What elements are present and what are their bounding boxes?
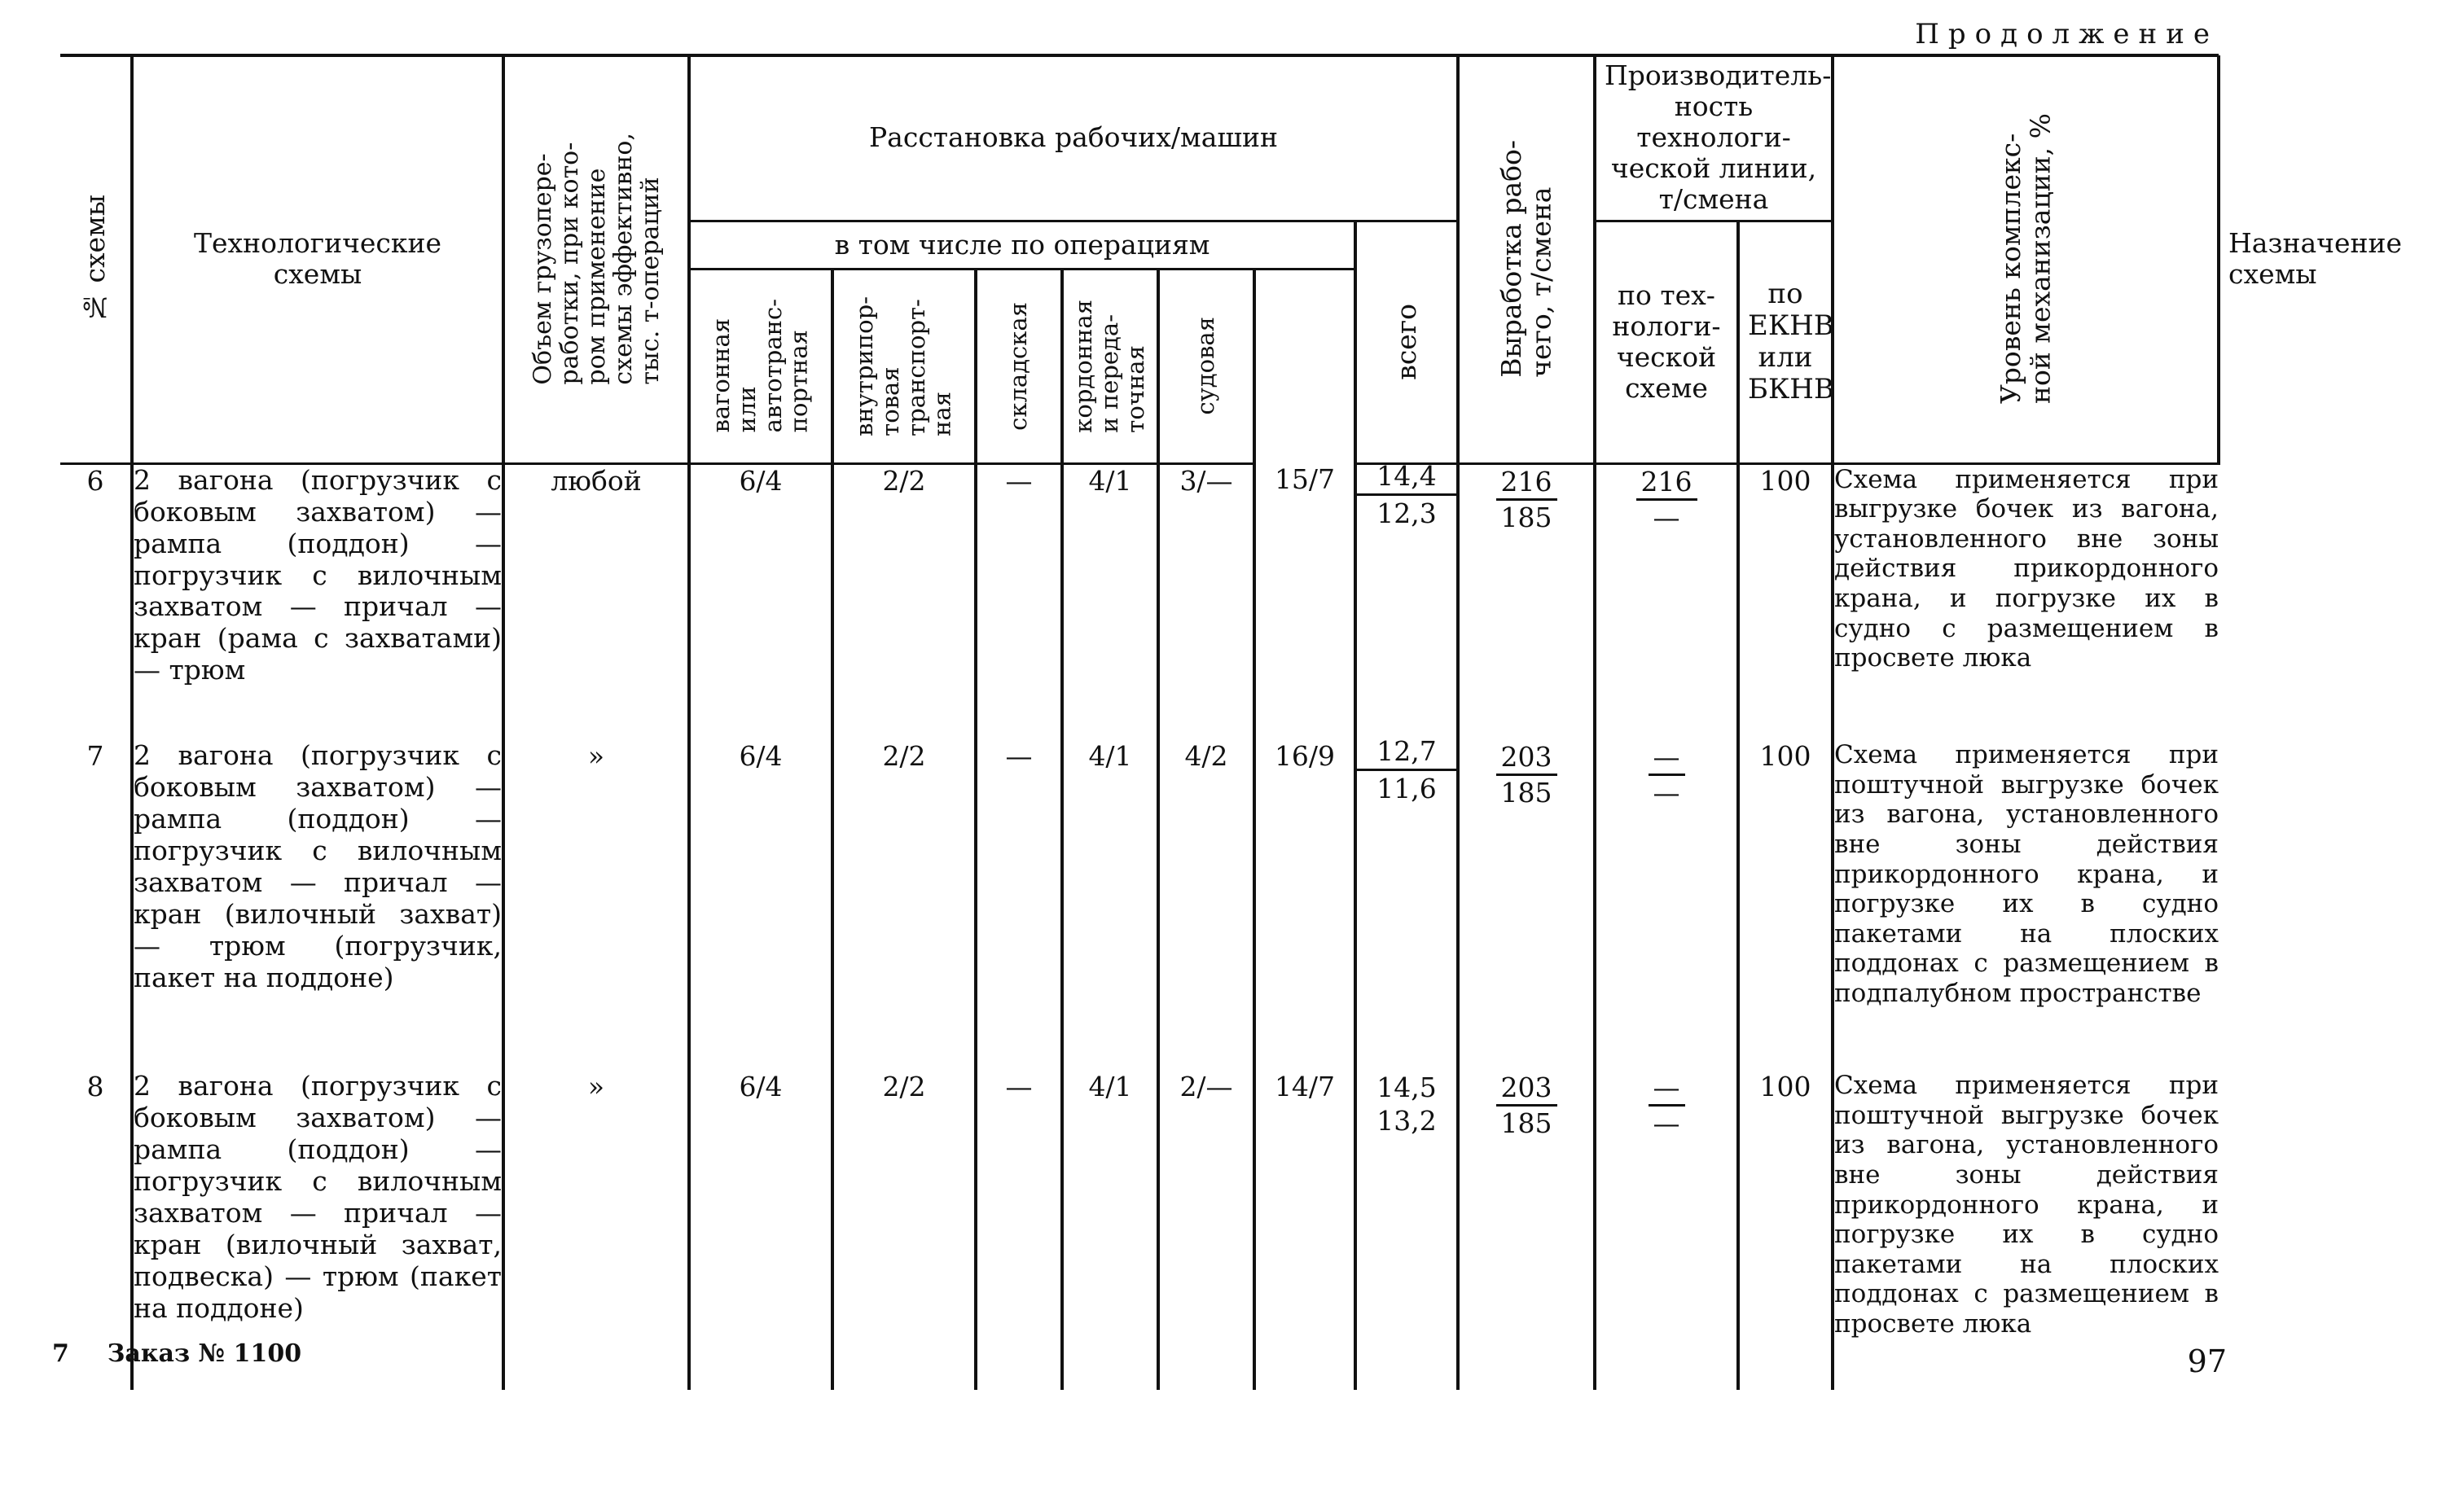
row-prod-eknv xyxy=(1595,463,1738,740)
output-top: 14,5 xyxy=(1376,1072,1437,1104)
row-prod-scheme xyxy=(1458,740,1595,1071)
row-op-cordon: 4/1 xyxy=(1062,1071,1158,1390)
prod-top: 203 xyxy=(1496,740,1557,776)
output-bottom: 11,6 xyxy=(1376,773,1437,805)
row-volume: » xyxy=(503,740,689,1071)
row-mech: 100 xyxy=(1738,740,1833,1071)
header-volume: Объем грузопере- работки, при кото- ром применение схемы эффективно, тыс. т-операций xyxy=(503,55,689,463)
row-op-cordon: 4/1 xyxy=(1062,740,1158,1071)
row-volume: » xyxy=(503,1071,689,1390)
row-op-ship: 2/— xyxy=(1158,1071,1254,1390)
header-placement: Расстановка рабочих/машин xyxy=(689,55,1458,221)
output-top: 12,7 xyxy=(1357,735,1456,771)
row-op-internal: 2/2 xyxy=(832,740,976,1071)
row-num: 6 xyxy=(60,463,132,740)
header-prod-scheme: по тех- нологи- ческой схеме xyxy=(1595,221,1738,463)
row-scheme: 2 вагона (погрузчик с боковым захватом) — рампа (поддон) — погрузчик с вилочным захватом — причал — кран (рама с захватами) — трюм xyxy=(132,463,503,740)
row-op-warehouse: — xyxy=(976,463,1062,740)
header-op-wagon: вагонная или автотранс- портная xyxy=(689,269,832,463)
header-productivity: Производитель- ность технологи- ческой линии, т/смена xyxy=(1595,55,1833,221)
row-num: 7 xyxy=(60,740,132,1071)
header-op-ship: судовая xyxy=(1158,269,1254,463)
footer-left xyxy=(52,1339,301,1368)
prod-top: 203 xyxy=(1496,1071,1557,1107)
row-mech: 100 xyxy=(1738,463,1833,740)
row-op-warehouse: — xyxy=(976,1071,1062,1390)
output-top: 14,4 xyxy=(1357,460,1456,496)
row-prod-eknv xyxy=(1595,740,1738,1071)
row-total: 14/7 xyxy=(1254,1071,1355,1390)
table-row xyxy=(60,740,2219,1071)
header-num: № схемы xyxy=(60,55,132,463)
prod-bottom: 185 xyxy=(1500,1107,1552,1140)
row-op-cordon: 4/1 xyxy=(1062,463,1158,740)
output-bottom: 12,3 xyxy=(1376,497,1437,529)
row-scheme: 2 вагона (погрузчик с боковым захватом) — рампа (поддон) — погрузчик с вилочным захватом — причал — кран (вилочный захват) — трюм (погрузчик, пакет на поддоне) xyxy=(132,740,503,1071)
row-purpose: Схема применяется при выгрузке бочек из вагона, установленного вне зоны действия прикордонного крана, и погрузке их в судно с размещением в просвете люка xyxy=(1833,463,2219,740)
schemes-table xyxy=(60,55,2402,1390)
row-output xyxy=(1355,1071,1458,1390)
row-prod-scheme xyxy=(1458,1071,1595,1390)
header-output: Выработка рабо- чего, т/смена xyxy=(1458,55,1595,463)
footer-sheet-number: 7 xyxy=(52,1339,69,1368)
header-total: всего xyxy=(1355,221,1458,463)
row-scheme: 2 вагона (погрузчик с боковым захватом) — рампа (поддон) — погрузчик с вилочным захватом — причал — кран (вилочный захват, подвеска) — трюм (пакет на поддоне) xyxy=(132,1071,503,1390)
header-row-1: № схемы Технологические схемы Объем грузопере- работки, при кото- ром применение схемы эффективно, тыс. т-операций Расстановка рабочих/машин Выработка рабо- чего, т/смена Производитель- ность технологи- ческой линии, т/смена Уровень комплекс- ной механизации, % Назначение схемы xyxy=(60,55,2219,221)
output-bottom: 13,2 xyxy=(1376,1105,1437,1137)
header-prod-eknv: по ЕКНВ или БКНВ xyxy=(1738,221,1833,463)
row-total: 16/9 xyxy=(1254,740,1355,1071)
header-op-warehouse: складская xyxy=(976,269,1062,463)
header-op-cordon: кордонная и переда- точная xyxy=(1062,269,1158,463)
row-op-wagon: 6/4 xyxy=(689,1071,832,1390)
header-op-internal: внутрипор- товая транспорт- ная xyxy=(832,269,976,463)
row-op-wagon: 6/4 xyxy=(689,740,832,1071)
eknv-top: 216 xyxy=(1636,465,1697,501)
row-purpose: Схема применяется при поштучной выгрузке бочек из вагона, установленного вне зоны действия прикордонного крана, и погрузке их в судно пакетами на плоских поддонах с размещением в подпалубном пространстве xyxy=(1833,740,2219,1071)
header-including: в том числе по операциям xyxy=(689,221,1355,269)
row-volume: любой xyxy=(503,463,689,740)
row-op-ship: 4/2 xyxy=(1158,740,1254,1071)
row-purpose: Схема применяется при поштучной выгрузке бочек из вагона, установленного вне зоны действия прикордонного крана, и погрузке их в судно пакетами на плоских поддонах с размещением в просвете люка xyxy=(1833,1071,2219,1390)
page-number: 97 xyxy=(2187,1343,2227,1379)
row-num: 8 xyxy=(60,1071,132,1390)
row-op-internal: 2/2 xyxy=(832,463,976,740)
eknv-bottom: — xyxy=(1653,1107,1680,1140)
row-op-warehouse: — xyxy=(976,740,1062,1071)
table-row xyxy=(60,1071,2219,1390)
row-prod-scheme xyxy=(1458,463,1595,740)
row-op-ship: 3/— xyxy=(1158,463,1254,740)
row-mech: 100 xyxy=(1738,1071,1833,1390)
row-op-wagon: 6/4 xyxy=(689,463,832,740)
footer-order: Заказ № 1100 xyxy=(107,1339,302,1368)
row-prod-eknv xyxy=(1595,1071,1738,1390)
prod-bottom: 185 xyxy=(1500,777,1552,809)
table-row xyxy=(60,463,2219,740)
row-output xyxy=(1355,735,1458,1071)
row-output xyxy=(1355,459,1458,740)
prod-top: 216 xyxy=(1496,465,1557,501)
continuation-label: Продолжение xyxy=(1915,18,2219,50)
eknv-bottom: — xyxy=(1653,777,1680,809)
eknv-top: — xyxy=(1649,740,1685,776)
row-total: 15/7 xyxy=(1254,463,1355,740)
row-op-internal: 2/2 xyxy=(832,1071,976,1390)
eknv-top: — xyxy=(1649,1071,1685,1107)
header-scheme: Технологические схемы xyxy=(132,55,503,463)
header-mech-level: Уровень комплекс- ной механизации, % xyxy=(1833,55,2219,463)
eknv-bottom: — xyxy=(1653,501,1680,533)
prod-bottom: 185 xyxy=(1500,501,1552,533)
